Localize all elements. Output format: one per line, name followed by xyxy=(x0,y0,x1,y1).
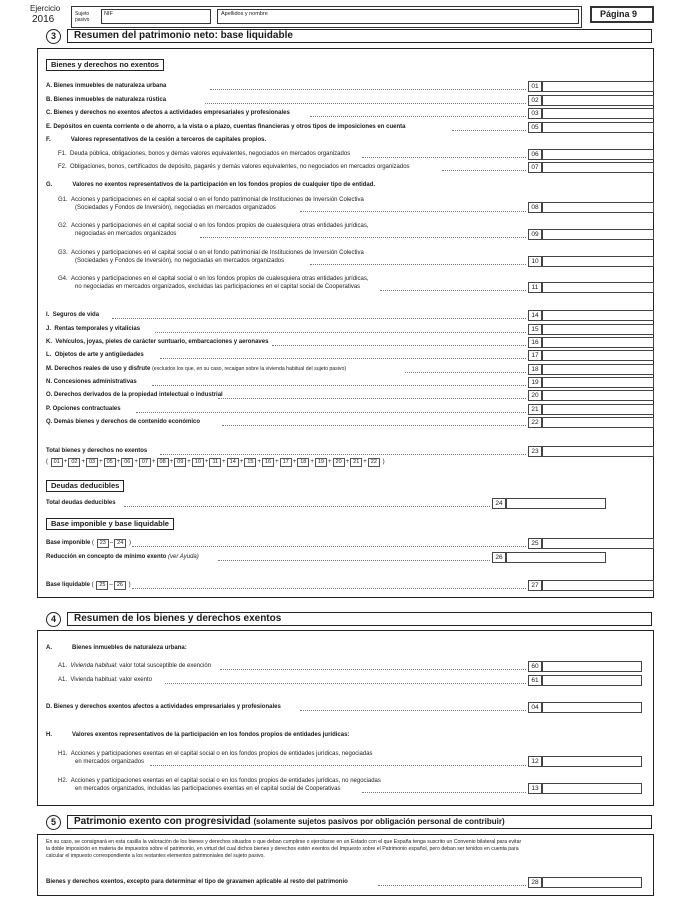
casilla-03-number: 03 xyxy=(528,108,542,119)
row-label: Depósitos en cuenta corriente o de ahorro, a la vista o a plazo, cuentas financieras y otros tipos de imposiciones en cuenta xyxy=(53,124,406,130)
casilla-21-number: 21 xyxy=(528,404,542,415)
formula-ref: 20 xyxy=(333,458,345,467)
base-liquidable-row: Base liquidable ( 25 – 26 ) xyxy=(46,582,131,588)
row-b xyxy=(46,96,166,104)
formula-ref: 16 xyxy=(262,458,274,467)
casilla-08-number: 08 xyxy=(528,202,542,213)
casilla-14-number: 14 xyxy=(528,310,542,321)
row-g2-cont xyxy=(75,230,176,238)
formula-ref: 01 xyxy=(51,458,63,467)
formula-plus: + xyxy=(328,459,332,465)
casilla-03-field[interactable] xyxy=(542,108,654,119)
casilla-28-field[interactable] xyxy=(542,877,642,888)
row-label: Rentas temporales y vitalicias xyxy=(54,326,141,332)
casilla-05-field[interactable] xyxy=(542,122,654,133)
casilla-17-field[interactable] xyxy=(542,350,654,361)
ejercicio-label: Ejercicio xyxy=(30,4,61,13)
row-label: (Sociedades y Fondos de Inversión), no negociadas en mercados organizados xyxy=(75,258,285,264)
row-a xyxy=(46,82,166,90)
formula-plus: + xyxy=(363,459,367,465)
casilla-25-number: 25 xyxy=(528,538,542,549)
casilla-26-number: 26 xyxy=(492,552,506,563)
row-f xyxy=(46,136,266,144)
formula-ref: 09 xyxy=(174,458,186,467)
row-letter: G3. xyxy=(58,250,68,256)
formula-ref: 22 xyxy=(368,458,380,467)
formula-ref: 24 xyxy=(114,539,126,548)
section-4-title: Resumen de los bienes y derechos exentos xyxy=(67,612,652,626)
formula-plus: + xyxy=(345,459,350,465)
ejercicio-year: 2016 xyxy=(32,14,55,25)
casilla-12-number: 12 xyxy=(528,756,542,767)
casilla-18-number: 18 xyxy=(528,364,542,375)
row-label: Bienes inmuebles de naturaleza rústica xyxy=(53,97,167,103)
row-label: Acciones y participaciones en el capital social o en el fondo patrimonial de Instituciones de Inversión Colectiva xyxy=(71,250,364,256)
row-k xyxy=(46,338,268,346)
row-e xyxy=(46,123,405,131)
formula-ref: 06 xyxy=(121,458,133,467)
row-letter: B. xyxy=(46,97,52,103)
casilla-15-field[interactable] xyxy=(542,324,654,335)
formula-plus: + xyxy=(63,459,68,465)
formula-plus: + xyxy=(310,459,314,465)
s5-row-label: Bienes y derechos exentos, excepto para determinar el tipo de gravamen aplicable al resto del patrimonio xyxy=(46,879,348,885)
row-letter: K. xyxy=(46,339,52,345)
row-letter: F1. xyxy=(58,151,67,157)
row-o xyxy=(46,391,223,399)
row-letter: I. xyxy=(46,312,50,318)
row-letter: A. xyxy=(46,645,52,651)
casilla-27-field[interactable] xyxy=(542,580,654,591)
row-m xyxy=(46,365,346,373)
formula-ref: 25 xyxy=(96,581,108,590)
base-heading: Base imponible y base liquidable xyxy=(46,518,174,530)
s4-row-h2-cont xyxy=(75,785,341,793)
formula-ref: 05 xyxy=(104,458,116,467)
row-letter: G1. xyxy=(58,197,68,203)
section-5-title-text: Patrimonio exento con progresividad xyxy=(74,816,251,827)
row-label: Acciones y participaciones en el capital social o en los fondos propios de cualesquiera otras entidades jurídicas, xyxy=(71,223,369,229)
casilla-19-number: 19 xyxy=(528,377,542,388)
casilla-16-field[interactable] xyxy=(542,337,654,348)
row-letter: P. xyxy=(46,406,51,412)
bienes-no-exentos-heading: Bienes y derechos no exentos xyxy=(46,59,164,71)
row-label: Reducción en concepto de mínimo exento xyxy=(46,554,167,560)
casilla-24-field[interactable] xyxy=(506,498,606,509)
row-label: negociadas en mercados organizados xyxy=(75,231,177,237)
s5-para-1: En su caso, se consignará en esta casilla la valoración de los bienes y derechos situados o que deban cumplirse o ejercitarse en un Estado con el que España tenga suscrito un Convenio bilateral para evitar xyxy=(46,839,522,845)
formula-plus: + xyxy=(169,459,174,465)
formula-plus: + xyxy=(187,459,191,465)
total-deudas-label: Total deudas deducibles xyxy=(46,500,116,506)
row-label: Base imponible xyxy=(46,540,91,546)
formula-plus: + xyxy=(116,459,121,465)
casilla-09-field[interactable] xyxy=(542,229,654,240)
row-letter: A1. xyxy=(58,663,68,669)
formula-plus: + xyxy=(222,459,226,465)
row-label: no negociadas en mercados organizados, excluidas las participaciones en el capital social de Cooperativas xyxy=(75,284,361,290)
formula-plus: + xyxy=(134,459,138,465)
row-letter: A. xyxy=(46,83,52,89)
row-g2 xyxy=(58,222,369,230)
formula-ref: 23 xyxy=(97,539,109,548)
row-letter: J. xyxy=(46,326,52,332)
section-5-title xyxy=(67,815,652,829)
casilla-10-field[interactable] xyxy=(542,256,654,267)
apellidos-label: Apellidos y nombre xyxy=(221,11,268,17)
casilla-61-number: 61 xyxy=(528,675,542,686)
nif-label: NIF xyxy=(104,11,113,17)
formula-plus: + xyxy=(99,459,103,465)
row-letter: A1. xyxy=(58,677,68,683)
row-label: Bienes y derechos no exentos afectos a actividades empresariales y profesionales xyxy=(53,110,290,116)
row-label: Vivienda habitual: valor exento xyxy=(70,677,152,683)
casilla-60-field[interactable] xyxy=(542,661,642,672)
row-letter: G4. xyxy=(58,276,68,282)
formula-ref: 17 xyxy=(280,458,292,467)
formula-ref: 08 xyxy=(157,458,169,467)
section-5-number: 5 xyxy=(46,815,61,830)
formula-ref: 14 xyxy=(227,458,239,467)
formula-plus: + xyxy=(275,459,279,465)
formula-ref: 07 xyxy=(139,458,151,467)
row-label: Acciones y participaciones exentas en el capital social o en los fondos propios de entidades jurídicas, negociadas xyxy=(70,751,373,757)
row-label: Acciones y participaciones en el capital social o en los fondos propios de cualesquiera otras entidades jurídicas, xyxy=(71,276,369,282)
row-c xyxy=(46,109,290,117)
formula-plus: + xyxy=(152,459,156,465)
casilla-27-number: 27 xyxy=(528,580,542,591)
sujeto-pasivo-label: Sujeto pasivo xyxy=(75,11,90,23)
casilla-14-field[interactable] xyxy=(542,310,654,321)
s4-row-d xyxy=(46,703,281,711)
casilla-24-number: 24 xyxy=(492,498,506,509)
casilla-13-field[interactable] xyxy=(542,783,642,794)
s4-row-h2 xyxy=(58,777,381,785)
row-label: Concesiones administrativas xyxy=(53,379,137,385)
base-imponible-row: Base imponible ( 23 – 24 ) xyxy=(46,540,131,546)
formula-ref: 10 xyxy=(192,458,204,467)
total-bienes-label: Total bienes y derechos no exentos xyxy=(46,448,148,454)
section-4-number: 4 xyxy=(46,612,61,627)
casilla-22-field[interactable] xyxy=(542,417,654,428)
casilla-25-field[interactable] xyxy=(542,538,654,549)
casilla-12-field[interactable] xyxy=(542,756,642,767)
row-q xyxy=(46,418,200,426)
formula-ref: 11 xyxy=(209,458,221,467)
casilla-17-number: 17 xyxy=(528,350,542,361)
casilla-08-field[interactable] xyxy=(542,202,654,213)
casilla-11-number: 11 xyxy=(528,282,542,293)
section-5-subtitle: (solamente sujetos pasivos por obligación personal de contribuir) xyxy=(253,817,505,826)
s4-row-a xyxy=(46,644,187,652)
row-label: Valores no exentos representativos de la participación en los fondos propios de cualquier tipo de entidad. xyxy=(72,182,376,188)
row-n xyxy=(46,378,137,386)
row-g4-cont xyxy=(75,283,360,291)
row-label: Base liquidable xyxy=(46,582,91,588)
row-label: Vehículos, joyas, pieles de carácter suntuario, embarcaciones y aeronaves xyxy=(55,339,269,345)
row-letter: O. xyxy=(46,392,53,398)
row-g3 xyxy=(58,249,364,257)
row-label: Objetos de arte y antigüedades xyxy=(54,352,144,358)
page-number: Página 9 xyxy=(600,9,638,19)
row-label: Acciones y participaciones exentas en el capital social o en los fondos propios de entidades jurídicas, no negociadas xyxy=(70,778,381,784)
casilla-07-number: 07 xyxy=(528,162,542,173)
s5-para-2: la doble imposición en materia de impuestos sobre el patrimonio, en virtud del cual dichos bienes y derechos estén exentos del Impuesto sobre el Patrimonio español, pero deban ser tenidos en cuenta para xyxy=(46,846,519,852)
row-letter: Q. xyxy=(46,419,53,425)
total-bienes-formula: ( 01 + 02 + 03 + 05 + 06 + 07 + 08 + 09 + 10 + 11 + 14 + 15 + 16 + 17 + 18 + 19 + 20 + 21 + 22 ) xyxy=(46,459,385,465)
casilla-20-number: 20 xyxy=(528,390,542,401)
row-f2 xyxy=(58,163,410,171)
row-letter: G2. xyxy=(58,223,68,229)
formula-ref: 02 xyxy=(68,458,80,467)
row-letter: L. xyxy=(46,352,52,358)
row-label: Derechos derivados de la propiedad intelectual o industrial xyxy=(54,392,223,398)
row-g1 xyxy=(58,196,364,204)
row-label: Deuda pública, obligaciones, bonos y demás valores equivalentes, negociados en mercados organizados xyxy=(70,151,351,157)
row-label: Demás bienes y derechos de contenido económico xyxy=(54,419,201,425)
casilla-19-field[interactable] xyxy=(542,377,654,388)
row-letter: M. xyxy=(46,366,53,372)
row-letter: D. xyxy=(46,704,52,710)
row-letter: E. xyxy=(46,124,52,130)
row-letter: H2. xyxy=(58,778,68,784)
row-letter: N. xyxy=(46,379,52,385)
row-letter: H1. xyxy=(58,751,68,757)
row-label: Bienes inmuebles de naturaleza urbana: xyxy=(72,645,187,651)
row-label-italic: Vivienda habitual xyxy=(70,663,116,669)
casilla-11-field[interactable] xyxy=(542,282,654,293)
row-label: en mercados organizados, incluidas las participaciones exentas en el capital social de Cooperativas xyxy=(75,786,341,792)
deudas-heading: Deudas deducibles xyxy=(46,480,124,492)
row-letter: F. xyxy=(46,137,51,143)
casilla-23-number: 23 xyxy=(528,446,542,457)
formula-plus: + xyxy=(81,459,85,465)
casilla-02-field[interactable] xyxy=(542,95,654,106)
formula-plus: + xyxy=(292,459,297,465)
row-g xyxy=(46,181,375,189)
row-label: Derechos reales de uso y disfrute xyxy=(54,366,151,372)
row-label: Acciones y participaciones en el capital social o en el fondo patrimonial de Instituciones de Inversión Colectiva xyxy=(71,197,364,203)
casilla-04-number: 04 xyxy=(528,702,542,713)
casilla-04-field[interactable] xyxy=(542,702,642,713)
row-letter: F2. xyxy=(58,164,67,170)
formula-ref: 03 xyxy=(86,458,98,467)
casilla-16-number: 16 xyxy=(528,337,542,348)
row-l xyxy=(46,351,144,359)
formula-plus: + xyxy=(257,459,261,465)
s4-row-h1-cont xyxy=(75,758,144,766)
row-letter: G. xyxy=(46,182,53,188)
row-label: (Sociedades y Fondos de Inversión), negociadas en mercados organizados xyxy=(75,205,276,211)
casilla-06-number: 06 xyxy=(528,149,542,160)
row-label: en mercados organizados xyxy=(75,759,145,765)
row-p xyxy=(46,405,121,413)
formula-ref: 21 xyxy=(350,458,362,467)
casilla-01-number: 01 xyxy=(528,81,542,92)
formula-ref: 15 xyxy=(244,458,256,467)
formula-ref: 26 xyxy=(114,581,126,590)
casilla-10-number: 10 xyxy=(528,256,542,267)
casilla-23-field[interactable] xyxy=(542,446,654,457)
formula-plus: + xyxy=(239,459,244,465)
formula-ref: 19 xyxy=(315,458,327,467)
casilla-06-field[interactable] xyxy=(542,149,654,160)
casilla-02-number: 02 xyxy=(528,95,542,106)
row-g1-cont xyxy=(75,204,276,212)
s4-row-h1 xyxy=(58,750,373,758)
row-label: Seguros de vida xyxy=(52,312,100,318)
casilla-60-number: 60 xyxy=(528,661,542,672)
nif-field[interactable] xyxy=(101,9,211,24)
s5-para-3: calcular el impuesto correspondiente a los restantes elementos patrimoniales del sujeto pasivo. xyxy=(46,853,265,859)
row-label: Bienes inmuebles de naturaleza urbana xyxy=(53,83,167,89)
casilla-21-field[interactable] xyxy=(542,404,654,415)
casilla-61-field[interactable] xyxy=(542,675,642,686)
row-i xyxy=(46,311,99,319)
row-label: : valor total susceptible de exención xyxy=(115,663,212,669)
row-label: Bienes y derechos exentos afectos a actividades empresariales y profesionales xyxy=(53,704,281,710)
row-label: Obligaciones, bonos, certificados de depósito, pagarés y demás valores equivalentes, no negociados en mercados organizados xyxy=(70,164,410,170)
row-j xyxy=(46,325,140,333)
casilla-05-number: 05 xyxy=(528,122,542,133)
row-f1 xyxy=(58,150,350,158)
casilla-01-field[interactable] xyxy=(542,81,654,92)
s4-row-a1 xyxy=(58,662,211,670)
apellidos-field[interactable] xyxy=(217,9,579,24)
casilla-09-number: 09 xyxy=(528,229,542,240)
row-g4 xyxy=(58,275,369,283)
row-g3-cont xyxy=(75,257,284,265)
section-3-number: 3 xyxy=(46,29,61,44)
row-label: Opciones contractuales xyxy=(52,406,121,412)
ayuda-note: (ver Ayuda) xyxy=(168,554,199,560)
casilla-26-field[interactable] xyxy=(506,552,606,563)
row-note: (excluidos los que, en su caso, recaigan sobre la vivienda habitual del sujeto pasivo) xyxy=(152,366,347,372)
row-label: Valores representativos de la cesión a terceros de capitales propios. xyxy=(70,137,267,143)
row-letter: C. xyxy=(46,110,52,116)
section-3-title: Resumen del patrimonio neto: base liquidable xyxy=(67,29,652,43)
casilla-28-number: 28 xyxy=(528,877,542,888)
s4-row-a1b xyxy=(58,676,152,684)
casilla-18-field[interactable] xyxy=(542,364,654,375)
casilla-22-number: 22 xyxy=(528,417,542,428)
casilla-20-field[interactable] xyxy=(542,390,654,401)
formula-ref: 18 xyxy=(297,458,309,467)
s4-row-h xyxy=(46,731,349,739)
casilla-13-number: 13 xyxy=(528,783,542,794)
row-label: Valores exentos representativos de la participación en los fondos propios de entidades jurídicas: xyxy=(72,732,350,738)
casilla-15-number: 15 xyxy=(528,324,542,335)
reduccion-row xyxy=(46,553,199,561)
casilla-07-field[interactable] xyxy=(542,162,654,173)
row-letter: H. xyxy=(46,732,52,738)
formula-plus: + xyxy=(204,459,209,465)
